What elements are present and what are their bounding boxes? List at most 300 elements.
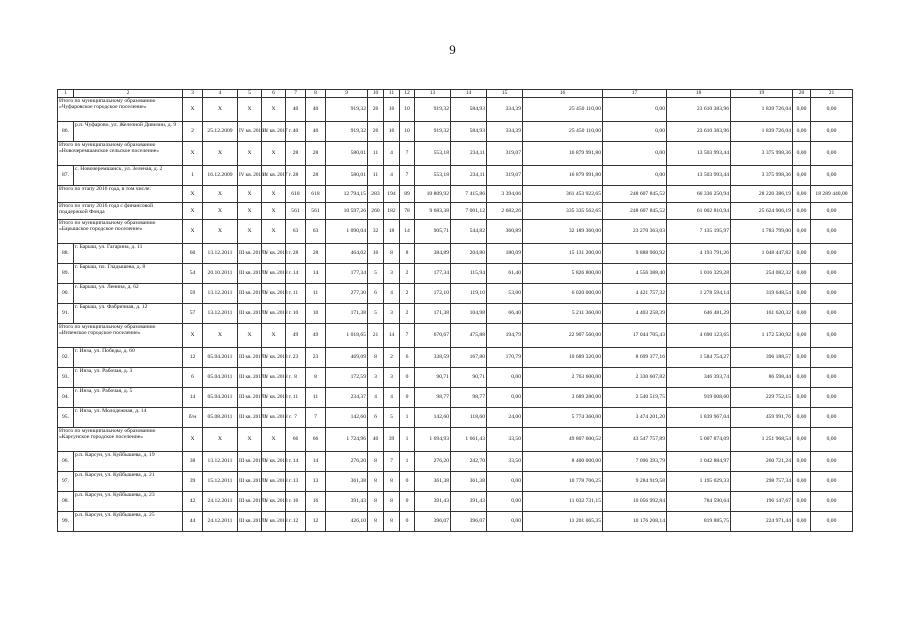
data-cell: 15 131 200,00 xyxy=(523,244,603,264)
column-number-cell: 20 xyxy=(793,90,811,98)
row-number-cell: 94. xyxy=(58,388,74,408)
data-cell: 11 xyxy=(306,284,326,304)
data-cell: 7 001,12 xyxy=(451,203,487,220)
data-cell: 580,01 xyxy=(326,142,368,166)
column-number-cell: 9 xyxy=(326,90,368,98)
data-cell: 0,00 xyxy=(793,244,811,264)
data-cell: 7 xyxy=(306,408,326,428)
data-cell: 670,67 xyxy=(415,324,451,348)
data-cell: 1 195 029,33 xyxy=(667,472,731,492)
row-number-cell: 99. xyxy=(58,512,74,532)
data-cell: 115,94 xyxy=(451,264,487,284)
data-cell: 05.08.2011 xyxy=(203,408,238,428)
house-row xyxy=(58,244,853,264)
data-cell: X xyxy=(203,220,238,244)
address-cell: г. Инза, ул. Рабочая, д. 3 xyxy=(74,368,183,388)
address-cell: г. Барыш, ул. Гагарина, д. 11 xyxy=(74,244,183,264)
data-cell: 66 336 250,94 xyxy=(667,186,731,203)
data-cell: 1 xyxy=(400,428,415,452)
data-cell: 0,00 xyxy=(811,220,853,244)
data-cell: X xyxy=(183,428,203,452)
column-number-cell: 18 xyxy=(667,90,731,98)
data-cell: 0,00 xyxy=(793,98,811,122)
data-cell: 13 xyxy=(286,472,306,492)
data-cell: 561 xyxy=(286,203,306,220)
column-number-cell: 2 xyxy=(74,90,183,98)
column-number-cell: 14 xyxy=(451,90,487,98)
data-cell: 2 330 607,82 xyxy=(603,368,667,388)
data-cell: 12 xyxy=(286,512,306,532)
data-cell: 0,00 xyxy=(793,428,811,452)
data-cell: 1 xyxy=(183,166,203,186)
data-cell: 0,00 xyxy=(811,304,853,324)
data-cell: 0,00 xyxy=(793,512,811,532)
data-cell: 1 xyxy=(400,452,415,472)
row-number-cell: 88. xyxy=(58,244,74,264)
row-number-cell: 96. xyxy=(58,452,74,472)
data-cell: 5 774 360,00 xyxy=(523,408,603,428)
data-cell: 276,20 xyxy=(415,452,451,472)
data-cell: 0,00 xyxy=(811,284,853,304)
subtotal-label-cell: Итого по муниципальному образованию «Чуфаровское городское поселение» xyxy=(58,98,183,122)
data-cell: 0,00 xyxy=(793,142,811,166)
data-cell: 11 032 731,15 xyxy=(523,492,603,512)
data-cell: 7 xyxy=(400,166,415,186)
data-cell: 10 056 992,84 xyxy=(603,492,667,512)
data-cell: IV кв. 2017 г. xyxy=(262,166,286,186)
house-row xyxy=(58,264,853,284)
data-cell: 0,00 xyxy=(811,264,853,284)
data-cell: 25 450 110,00 xyxy=(523,98,603,122)
data-cell: 39 xyxy=(183,472,203,492)
address-cell: р.п. Чуфарово, ул. Железной Дивизии, д. 9 xyxy=(74,122,183,142)
data-cell: 16 xyxy=(368,244,384,264)
data-cell: 0,00 xyxy=(793,264,811,284)
data-cell: III кв. 2017 г. xyxy=(238,284,262,304)
data-cell: 919,32 xyxy=(415,98,451,122)
column-number-cell: 11 xyxy=(384,90,400,98)
data-cell: 0,00 xyxy=(793,203,811,220)
data-cell: III кв. 2017 г. xyxy=(238,388,262,408)
data-cell: 242,70 xyxy=(451,452,487,472)
data-cell: 6 xyxy=(183,368,203,388)
data-cell: 464,02 xyxy=(326,244,368,264)
data-cell: 1 xyxy=(400,408,415,428)
subtotal-row xyxy=(58,186,853,203)
data-cell: 1 042 884,97 xyxy=(667,452,731,472)
data-cell: 8 xyxy=(384,492,400,512)
data-cell: 3 474 201,20 xyxy=(603,408,667,428)
data-cell: 0 xyxy=(400,492,415,512)
data-cell: 32 189 360,00 xyxy=(523,220,603,244)
data-cell: 14 xyxy=(183,388,203,408)
data-cell: 459 991,76 xyxy=(731,408,793,428)
data-cell: 6 020 000,00 xyxy=(523,284,603,304)
data-cell: 0,00 xyxy=(793,166,811,186)
data-cell: 16 879 991,80 xyxy=(523,142,603,166)
house-row xyxy=(58,304,853,324)
data-cell: IV кв. 2018 г. xyxy=(262,368,286,388)
data-cell: 9 683,38 xyxy=(415,203,451,220)
data-cell: 15.12.2011 xyxy=(203,472,238,492)
data-cell: 23 610 383,96 xyxy=(667,98,731,122)
data-cell: 6 xyxy=(368,284,384,304)
data-cell: 618 xyxy=(286,186,306,203)
data-cell: 10 809,92 xyxy=(415,186,451,203)
data-cell: 0,00 xyxy=(603,98,667,122)
data-cell: 25.12.2009 xyxy=(203,122,238,142)
data-cell: 66 xyxy=(286,428,306,452)
data-cell: 6 xyxy=(368,408,384,428)
data-cell: X xyxy=(238,142,262,166)
data-cell: 3 xyxy=(384,264,400,284)
data-cell: 391,43 xyxy=(451,492,487,512)
column-number-cell: 10 xyxy=(368,90,384,98)
column-number-cell: 17 xyxy=(603,90,667,98)
data-cell: X xyxy=(203,142,238,166)
data-cell: 44 xyxy=(183,512,203,532)
data-cell: 0,00 xyxy=(793,472,811,492)
data-cell: 17 044 705,43 xyxy=(603,324,667,348)
data-cell: 298 757,34 xyxy=(731,472,793,492)
data-cell: 8 699 377,16 xyxy=(603,348,667,368)
data-cell: 0,00 xyxy=(793,122,811,142)
data-cell: X xyxy=(238,98,262,122)
data-cell: IV кв. 2016 г. xyxy=(238,122,262,142)
data-cell: X xyxy=(203,428,238,452)
data-cell: IV кв. 2017 г. xyxy=(262,122,286,142)
data-cell: IV кв. 2018 г. xyxy=(262,452,286,472)
data-cell: X xyxy=(238,203,262,220)
data-cell: 49 xyxy=(306,324,326,348)
data-cell: III кв. 2017 г. xyxy=(238,408,262,428)
subtotal-label-cell: Итого по этапу 2016 года с финансовой поддержкой Фонда xyxy=(58,203,183,220)
data-cell: 61,40 xyxy=(487,264,523,284)
housing-program-table-container xyxy=(57,89,852,532)
data-cell: 0,00 xyxy=(811,452,853,472)
data-cell: 0,00 xyxy=(793,492,811,512)
data-cell: 8 xyxy=(384,472,400,492)
data-cell: 1 090,04 xyxy=(326,220,368,244)
data-cell: 32 xyxy=(368,220,384,244)
data-cell: 5 xyxy=(384,408,400,428)
data-cell: 161 620,32 xyxy=(731,304,793,324)
data-cell: 0,00 xyxy=(811,348,853,368)
data-cell: 229 752,15 xyxy=(731,388,793,408)
data-cell: X xyxy=(183,220,203,244)
data-cell: 10 176 208,14 xyxy=(603,512,667,532)
data-cell: 05.04.2011 xyxy=(203,348,238,368)
data-cell: 396 188,57 xyxy=(731,348,793,368)
column-number-cell: 1 xyxy=(58,90,74,98)
data-cell: 361 453 922,65 xyxy=(523,186,603,203)
data-cell: 98,77 xyxy=(451,388,487,408)
data-cell: X xyxy=(238,324,262,348)
data-cell: 3 375 998,36 xyxy=(731,166,793,186)
data-cell: 182 xyxy=(384,203,400,220)
data-cell: 1 172 530,92 xyxy=(731,324,793,348)
data-cell: X xyxy=(262,142,286,166)
data-cell: 8 xyxy=(384,244,400,264)
data-cell: 28 220 386,19 xyxy=(731,186,793,203)
data-cell: 78 xyxy=(400,203,415,220)
data-cell: 59 xyxy=(183,284,203,304)
data-cell: III кв. 2017 г. xyxy=(238,244,262,264)
data-cell: 1 251 968,54 xyxy=(731,428,793,452)
row-number-cell: 97. xyxy=(58,472,74,492)
address-cell: с. Новочеремшанск, ул. Зеленая, д. 2 xyxy=(74,166,183,186)
data-cell: 7 xyxy=(400,142,415,166)
data-cell: IV кв. 2018 г. xyxy=(262,512,286,532)
data-cell: 224 971,44 xyxy=(731,512,793,532)
data-cell: 0,00 xyxy=(487,368,523,388)
data-cell: 26 xyxy=(368,122,384,142)
subtotal-row xyxy=(58,428,853,452)
data-cell: 4 xyxy=(368,388,384,408)
subtotal-row xyxy=(58,220,853,244)
data-cell: 16 xyxy=(384,98,400,122)
data-cell: 13.12.2011 xyxy=(203,244,238,264)
data-cell: 2 682,26 xyxy=(487,203,523,220)
data-cell: 0,00 xyxy=(811,472,853,492)
data-cell: 8 400 000,00 xyxy=(523,452,603,472)
data-cell: 7 096 393,79 xyxy=(603,452,667,472)
data-cell: IV кв. 2018 г. xyxy=(262,284,286,304)
column-number-cell: 13 xyxy=(415,90,451,98)
data-cell: 4 xyxy=(384,284,400,304)
data-cell: 33,50 xyxy=(487,428,523,452)
data-cell: 0,00 xyxy=(811,122,853,142)
data-cell: 0,00 xyxy=(793,324,811,348)
data-cell: 9 888 960,92 xyxy=(603,244,667,264)
data-cell: 171,38 xyxy=(415,304,451,324)
data-cell: 12 xyxy=(306,512,326,532)
data-cell: 13 503 993,44 xyxy=(667,166,731,186)
data-cell: 28 xyxy=(286,166,306,186)
data-cell: 57 xyxy=(183,304,203,324)
data-cell: 919 008,60 xyxy=(667,388,731,408)
data-cell: 8 xyxy=(368,492,384,512)
data-cell: 1 783 799,00 xyxy=(731,220,793,244)
data-cell: 0,00 xyxy=(811,98,853,122)
data-cell: X xyxy=(262,186,286,203)
column-number-cell: 5 xyxy=(238,90,262,98)
house-row xyxy=(58,166,853,186)
data-cell: 919,32 xyxy=(326,98,368,122)
data-cell: X xyxy=(183,324,203,348)
data-cell: 391,43 xyxy=(415,492,451,512)
data-cell: 0,00 xyxy=(487,388,523,408)
data-cell: X xyxy=(238,428,262,452)
data-cell: 40 xyxy=(306,98,326,122)
row-number-cell: 98. xyxy=(58,492,74,512)
house-row xyxy=(58,122,853,142)
data-cell: 396,07 xyxy=(451,512,487,532)
column-number-cell: 16 xyxy=(523,90,603,98)
data-cell: 0,00 xyxy=(811,388,853,408)
address-cell: р.п. Карсун, ул. Куйбышева, д. 25 xyxy=(74,512,183,532)
data-cell: 23 xyxy=(286,348,306,368)
data-cell: 0,00 xyxy=(793,186,811,203)
data-cell: 42 xyxy=(183,492,203,512)
data-cell: 98,77 xyxy=(415,388,451,408)
data-cell: 0,00 xyxy=(793,408,811,428)
data-cell: 0,00 xyxy=(793,304,811,324)
data-cell: 23 xyxy=(306,348,326,368)
data-cell: 234,11 xyxy=(451,166,487,186)
data-cell: 0,00 xyxy=(793,388,811,408)
address-cell: г. Барыш, ул. Ленина, д. 62 xyxy=(74,284,183,304)
data-cell: III кв. 2017 г. xyxy=(238,472,262,492)
data-cell: 23 270 363,03 xyxy=(603,220,667,244)
row-number-cell: 91. xyxy=(58,304,74,324)
data-cell: 11 xyxy=(286,388,306,408)
data-cell: 361,38 xyxy=(326,472,368,492)
data-cell: 10 xyxy=(400,98,415,122)
data-cell: 8 xyxy=(368,452,384,472)
data-cell: 0,00 xyxy=(793,452,811,472)
data-cell: 66,40 xyxy=(487,304,523,324)
data-cell: 475,88 xyxy=(451,324,487,348)
column-number-row xyxy=(58,90,853,98)
column-number-cell: 15 xyxy=(487,90,523,98)
data-cell: 16 xyxy=(384,122,400,142)
data-cell: 12 794,15 xyxy=(326,186,368,203)
data-cell: 0,00 xyxy=(793,284,811,304)
data-cell: IV кв. 2018 г. xyxy=(262,264,286,284)
data-cell: 1 724,96 xyxy=(326,428,368,452)
data-cell: 177,34 xyxy=(326,264,368,284)
row-number-cell: 86. xyxy=(58,122,74,142)
data-cell: 1 839 726,04 xyxy=(731,122,793,142)
data-cell: 39 xyxy=(384,428,400,452)
data-cell: 338,59 xyxy=(415,348,451,368)
data-cell: X xyxy=(183,203,203,220)
data-cell: IV кв. 2018 г. xyxy=(262,472,286,492)
data-cell: 49 xyxy=(286,324,306,348)
data-cell: 580,01 xyxy=(326,166,368,186)
data-cell: 180,09 xyxy=(487,244,523,264)
data-cell: 28 xyxy=(286,244,306,264)
subtotal-row xyxy=(58,142,853,166)
data-cell: 1 694,93 xyxy=(415,428,451,452)
data-cell: 0,00 xyxy=(793,220,811,244)
data-cell: 16 879 991,80 xyxy=(523,166,603,186)
row-number-cell: 92. xyxy=(58,348,74,368)
data-cell: 4 xyxy=(384,388,400,408)
data-cell: 177,34 xyxy=(415,264,451,284)
data-cell: 0,00 xyxy=(811,512,853,532)
column-number-cell: 21 xyxy=(811,90,853,98)
subtotal-label-cell: Итого по муниципальному образованию «Барышское городское поселение» xyxy=(58,220,183,244)
data-cell: 14 xyxy=(400,220,415,244)
data-cell: X xyxy=(183,186,203,203)
data-cell: X xyxy=(203,186,238,203)
data-cell: 10 689 320,00 xyxy=(523,348,603,368)
data-cell: 194,79 xyxy=(487,324,523,348)
data-cell: 40 xyxy=(286,122,306,142)
data-cell: 469,09 xyxy=(326,348,368,368)
data-cell: 0,00 xyxy=(811,408,853,428)
data-cell: 5 007 874,09 xyxy=(667,428,731,452)
column-number-cell: 4 xyxy=(203,90,238,98)
data-cell: 819 885,75 xyxy=(667,512,731,532)
data-cell: 0 xyxy=(400,472,415,492)
data-cell: IV кв. 2018 г. xyxy=(262,492,286,512)
data-cell: 10 xyxy=(286,304,306,324)
data-cell: 25 450 110,00 xyxy=(523,122,603,142)
address-cell: р.п. Карсун, ул. Куйбышева, д. 19 xyxy=(74,452,183,472)
data-cell: 13.12.2011 xyxy=(203,304,238,324)
data-cell: 172,59 xyxy=(326,368,368,388)
data-cell: 7 xyxy=(286,408,306,428)
data-cell: 10 597,26 xyxy=(326,203,368,220)
data-cell: 25 624 906,19 xyxy=(731,203,793,220)
data-cell: 21 xyxy=(368,324,384,348)
data-cell: 118,60 xyxy=(451,408,487,428)
data-cell: 0,00 xyxy=(811,492,853,512)
subtotal-label-cell: Итого по муниципальному образованию «Инзенское городское поселение» xyxy=(58,324,183,348)
data-cell: 283 xyxy=(368,186,384,203)
data-cell: 11 xyxy=(368,166,384,186)
data-cell: 0,00 xyxy=(811,166,853,186)
data-cell: III кв. 2017 г. xyxy=(238,304,262,324)
data-cell: 10 xyxy=(400,122,415,142)
data-cell: 8 xyxy=(400,244,415,264)
data-cell: 40 xyxy=(286,98,306,122)
data-cell: X xyxy=(262,428,286,452)
data-cell: 8 xyxy=(306,368,326,388)
data-cell: 28 xyxy=(306,244,326,264)
data-cell: 13.12.2011 xyxy=(203,284,238,304)
data-cell: 2 xyxy=(400,304,415,324)
data-cell: 1 584 754,27 xyxy=(667,348,731,368)
data-cell: 28 xyxy=(306,166,326,186)
data-cell: 3 689 280,00 xyxy=(523,388,603,408)
data-cell: 646 481,29 xyxy=(667,304,731,324)
data-cell: 360,89 xyxy=(487,220,523,244)
data-cell: 384,89 xyxy=(415,244,451,264)
data-cell: 7 135 195,97 xyxy=(667,220,731,244)
data-cell: X xyxy=(203,324,238,348)
data-cell: 3 394,06 xyxy=(487,186,523,203)
data-cell: 3 xyxy=(384,304,400,324)
data-cell: 5 xyxy=(368,304,384,324)
address-cell: р.п. Карсун, ул. Куйбышева, д. 23 xyxy=(74,492,183,512)
data-cell: 13 xyxy=(306,472,326,492)
data-cell: 584,93 xyxy=(451,98,487,122)
data-cell: 553,18 xyxy=(415,142,451,166)
data-cell: X xyxy=(262,203,286,220)
house-row xyxy=(58,348,853,368)
data-cell: 319 648,54 xyxy=(731,284,793,304)
data-cell: 0,00 xyxy=(793,348,811,368)
data-cell: 234,37 xyxy=(326,388,368,408)
data-cell: 43 547 757,89 xyxy=(603,428,667,452)
data-cell: 66 xyxy=(306,428,326,452)
data-cell: 28 xyxy=(306,142,326,166)
data-cell: 18 xyxy=(384,220,400,244)
data-cell: 618 xyxy=(306,186,326,203)
data-cell: IV кв. 2016 г. xyxy=(238,166,262,186)
data-cell: 2 xyxy=(183,122,203,142)
data-cell: 14 xyxy=(286,452,306,472)
data-cell: 0 xyxy=(400,512,415,532)
row-number-cell: 93. xyxy=(58,368,74,388)
data-cell: 61 002 810,94 xyxy=(667,203,731,220)
column-number-cell: 3 xyxy=(183,90,203,98)
data-cell: 20.10.2011 xyxy=(203,264,238,284)
